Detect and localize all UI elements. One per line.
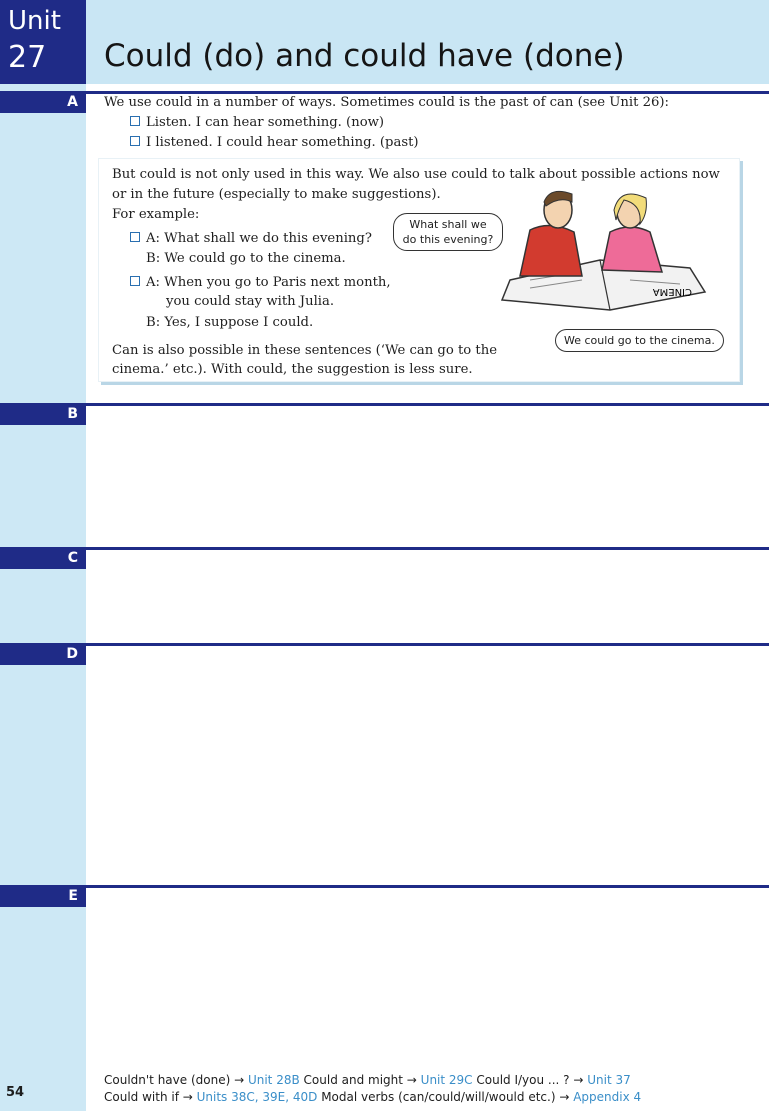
section-line-d xyxy=(86,643,769,646)
dialogue-2-question: A: When you go to Paris next month, xyxy=(130,274,391,291)
unit-number: 27 xyxy=(8,40,47,75)
section-a-example-2: I listened. I could hear something. (past) xyxy=(130,134,419,151)
speech-bubble-answer: We could go to the cinema. xyxy=(555,329,724,352)
man-figure xyxy=(520,191,582,276)
section-tab-b: B xyxy=(0,403,86,425)
section-a-para-1: But could is not only used in this way. We also use could to talk about possible actions now xyxy=(112,167,720,182)
footer-link[interactable]: Unit 28B xyxy=(247,1073,300,1087)
section-a-note-1: Can is also possible in these sentences (‘We can go to the xyxy=(112,343,498,358)
speech-bubble-question: What shall we do this evening? xyxy=(393,213,503,251)
checkbox-icon xyxy=(130,136,140,146)
section-a-para-2: or in the future (especially to make suggestions). xyxy=(112,187,441,202)
section-a-para-3: For example: xyxy=(112,207,200,222)
unit-box xyxy=(0,0,86,84)
footer-line-1: Couldn't have (done) → Unit 28B Could and might → Unit 29C Could I/you ... ? → Unit 37 xyxy=(104,1073,631,1087)
checkbox-icon xyxy=(130,232,140,242)
footer-link[interactable]: Appendix 4 xyxy=(573,1090,642,1104)
footer-link[interactable]: Unit 37 xyxy=(587,1073,631,1087)
newspaper-headline: CINEMA xyxy=(652,286,692,297)
section-line-e xyxy=(86,885,769,888)
woman-figure xyxy=(602,194,662,272)
section-line-b xyxy=(86,403,769,406)
section-tab-e: E xyxy=(0,885,86,907)
dialogue-2-question-cont: you could stay with Julia. xyxy=(166,294,335,309)
couple-reading-illustration xyxy=(490,180,730,320)
checkbox-icon xyxy=(130,276,140,286)
section-tab-d: D xyxy=(0,643,86,665)
checkbox-icon xyxy=(130,116,140,126)
footer-link[interactable]: Unit 29C xyxy=(420,1073,473,1087)
footer-line-2: Could with if → Units 38C, 39E, 40D Modal verbs (can/could/will/would etc.) → Appendix 4 xyxy=(104,1090,642,1104)
dialogue-2-answer: B: Yes, I suppose I could. xyxy=(146,315,314,330)
footer-link[interactable]: Units 38C, 39E, 40D xyxy=(196,1090,318,1104)
side-strip xyxy=(0,84,86,1111)
page-number: 54 xyxy=(6,1085,25,1100)
unit-word: Unit xyxy=(8,6,61,36)
section-a-intro: We use could in a number of ways. Sometimes could is the past of can (see Unit 26): xyxy=(104,95,669,110)
section-a-note-2: cinema.’ etc.). With could, the suggestion is less sure. xyxy=(112,362,473,377)
dialogue-1-answer: B: We could go to the cinema. xyxy=(146,251,346,266)
section-a-example-1: Listen. I can hear something. (now) xyxy=(130,114,384,131)
page-title: Could (do) and could have (done) xyxy=(104,38,625,74)
dialogue-1-question: A: What shall we do this evening? xyxy=(130,230,372,247)
section-tab-a: A xyxy=(0,91,86,113)
section-line-c xyxy=(86,547,769,550)
section-tab-c: C xyxy=(0,547,86,569)
